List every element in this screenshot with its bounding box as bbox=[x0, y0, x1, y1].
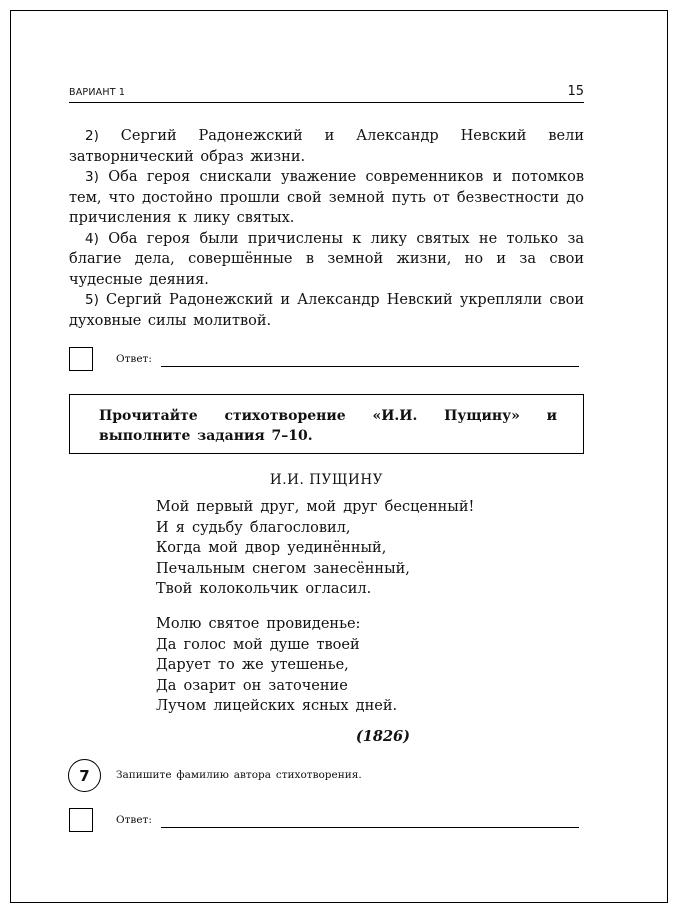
option-number: 4) bbox=[85, 230, 99, 247]
task-7 bbox=[68, 759, 584, 793]
answer-checkbox[interactable] bbox=[69, 808, 93, 832]
poem-line: Мой первый друг, мой друг бесценный! bbox=[156, 499, 475, 515]
option-number: 3) bbox=[85, 169, 99, 185]
poem-title: И.И. ПУЩИНУ bbox=[269, 472, 384, 488]
answer-label: Ответ: bbox=[116, 353, 152, 365]
page-number: 15 bbox=[567, 84, 584, 99]
option-2 bbox=[69, 126, 584, 167]
answer-options-list bbox=[69, 126, 584, 331]
poem-line: Да озарит он заточение bbox=[156, 677, 348, 694]
option-text: Оба героя были причислены к лику святых не только за благие дела, совершённые в земной жизни, но и за свои чудесные деяния. bbox=[69, 230, 584, 288]
poem-date: (1826) bbox=[355, 728, 410, 745]
option-text: Оба героя снискали уважение современников и потомков тем, что достойно прошли свой земной путь от безвестности до причисления к лику святых. bbox=[69, 169, 584, 226]
poem-stanza-2 bbox=[156, 614, 516, 717]
option-text: Сергий Радонежский и Александр Невский укрепляли свои духовные силы молитвой. bbox=[69, 292, 584, 329]
answer-input-line[interactable] bbox=[161, 827, 579, 828]
poem-line: Твой колокольчик огласил. bbox=[156, 581, 372, 597]
answer-row-2 bbox=[69, 808, 584, 834]
answer-input-line[interactable] bbox=[161, 366, 579, 367]
task-question-text: Запишите фамилию автора стихотворения. bbox=[116, 769, 362, 781]
option-number: 2) bbox=[85, 128, 99, 144]
poem-line: Лучом лицейских ясных дней. bbox=[156, 698, 398, 714]
option-number: 5) bbox=[85, 292, 99, 308]
poem-line: Дарует то же утешенье, bbox=[156, 657, 349, 673]
answer-checkbox[interactable] bbox=[69, 347, 93, 371]
poem-line: Когда мой двор уединённый, bbox=[156, 540, 387, 556]
option-4 bbox=[69, 229, 584, 291]
answer-row-1 bbox=[69, 347, 584, 373]
poem-line: Да голос мой душе твоей bbox=[156, 636, 360, 653]
poem-line: Молю святое провиденье: bbox=[156, 616, 361, 632]
poem-body bbox=[156, 497, 516, 717]
poem-stanza-1 bbox=[156, 497, 516, 600]
running-header bbox=[69, 84, 584, 103]
instruction-box bbox=[69, 394, 584, 454]
task-number-badge: 7 bbox=[68, 759, 101, 792]
variant-label: ВАРИАНТ 1 bbox=[69, 87, 126, 98]
instruction-text: Прочитайте стихотворение «И.И. Пущину» и выполните задания 7–10. bbox=[99, 408, 557, 444]
poem-line: Печальным снегом занесённый, bbox=[156, 560, 410, 577]
poem-line: И я судьбу благословил, bbox=[156, 519, 351, 536]
option-3 bbox=[69, 167, 584, 229]
option-text: Сергий Радонежский и Александр Невский вели затворнический образ жизни. bbox=[69, 128, 584, 165]
answer-label: Ответ: bbox=[116, 814, 152, 826]
option-5 bbox=[69, 290, 584, 331]
